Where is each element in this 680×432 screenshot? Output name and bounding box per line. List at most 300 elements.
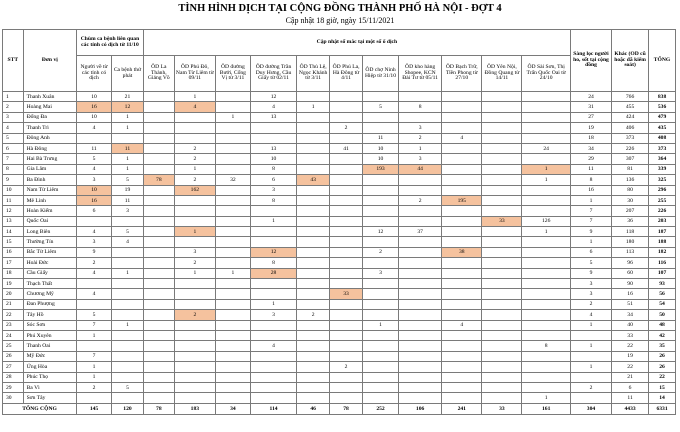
header-col-3: ÔD La Thành, Giảng Võ bbox=[143, 56, 174, 92]
table-cell bbox=[399, 330, 442, 340]
row-unit-name: Phúc Thọ bbox=[23, 372, 76, 382]
table-row bbox=[3, 102, 676, 112]
table-cell: 31 bbox=[570, 102, 611, 112]
table-cell bbox=[399, 247, 442, 257]
table-cell: 11 bbox=[612, 393, 649, 403]
table-cell: 1 bbox=[250, 216, 296, 226]
row-stt: 14 bbox=[3, 227, 24, 237]
table-cell bbox=[522, 268, 570, 278]
row-total-cell: 22 bbox=[649, 372, 676, 382]
table-cell bbox=[143, 341, 174, 351]
table-cell: 1 bbox=[174, 164, 215, 174]
table-cell: 80 bbox=[612, 185, 649, 195]
table-cell bbox=[174, 341, 215, 351]
row-unit-name: Quốc Oai bbox=[23, 216, 76, 226]
table-cell: 43 bbox=[297, 175, 330, 185]
table-cell: 33 bbox=[482, 216, 522, 226]
table-cell bbox=[522, 102, 570, 112]
table-cell bbox=[522, 351, 570, 361]
table-cell bbox=[297, 247, 330, 257]
table-cell bbox=[442, 330, 482, 340]
row-total-cell: 187 bbox=[649, 227, 676, 237]
table-cell bbox=[442, 175, 482, 185]
table-cell: 126 bbox=[522, 216, 570, 226]
table-cell bbox=[250, 237, 296, 247]
table-cell: 3 bbox=[399, 123, 442, 133]
table-cell: 1 bbox=[522, 164, 570, 174]
table-cell: 16 bbox=[77, 102, 112, 112]
table-cell bbox=[143, 227, 174, 237]
table-cell bbox=[215, 133, 250, 143]
table-cell: 33 bbox=[330, 289, 363, 299]
table-cell: 3 bbox=[112, 206, 144, 216]
table-cell bbox=[143, 372, 174, 382]
table-cell bbox=[112, 289, 144, 299]
table-cell bbox=[143, 362, 174, 372]
table-cell bbox=[330, 154, 363, 164]
row-stt: 21 bbox=[3, 299, 24, 309]
table-cell bbox=[442, 154, 482, 164]
table-cell: 2 bbox=[174, 258, 215, 268]
table-cell: 10 bbox=[77, 185, 112, 195]
table-cell: 16 bbox=[77, 195, 112, 205]
table-cell bbox=[174, 330, 215, 340]
table-cell: 34 bbox=[612, 310, 649, 320]
header-col-1: Người về từ các tỉnh có dịch bbox=[77, 56, 112, 92]
row-total-cell: 373 bbox=[649, 143, 676, 153]
table-cell: 113 bbox=[612, 247, 649, 257]
sum-cell: 34 bbox=[215, 403, 250, 414]
table-cell bbox=[482, 341, 522, 351]
row-total-cell: 54 bbox=[649, 299, 676, 309]
table-cell bbox=[143, 237, 174, 247]
table-cell: 8 bbox=[522, 341, 570, 351]
table-cell bbox=[522, 123, 570, 133]
table-cell bbox=[522, 372, 570, 382]
sum-cell: 161 bbox=[522, 403, 570, 414]
table-cell bbox=[522, 247, 570, 257]
table-cell bbox=[570, 351, 611, 361]
table-cell bbox=[143, 92, 174, 102]
table-cell bbox=[330, 310, 363, 320]
table-cell bbox=[399, 216, 442, 226]
table-cell bbox=[215, 154, 250, 164]
table-row bbox=[3, 247, 676, 257]
table-cell: 207 bbox=[612, 206, 649, 216]
table-cell bbox=[215, 206, 250, 216]
table-cell bbox=[482, 227, 522, 237]
row-stt: 27 bbox=[3, 362, 24, 372]
row-stt: 11 bbox=[3, 195, 24, 205]
table-cell: 29 bbox=[570, 154, 611, 164]
table-row bbox=[3, 92, 676, 102]
table-cell bbox=[250, 362, 296, 372]
table-cell bbox=[330, 185, 363, 195]
table-cell bbox=[215, 289, 250, 299]
table-cell bbox=[482, 382, 522, 392]
table-cell: 8 bbox=[399, 102, 442, 112]
row-stt: 18 bbox=[3, 268, 24, 278]
table-cell bbox=[77, 216, 112, 226]
table-cell bbox=[522, 362, 570, 372]
row-unit-name: Mê Linh bbox=[23, 195, 76, 205]
table-cell bbox=[250, 289, 296, 299]
table-cell: 455 bbox=[612, 102, 649, 112]
table-cell bbox=[482, 258, 522, 268]
row-unit-name: Bắc Từ Liêm bbox=[23, 247, 76, 257]
table-cell bbox=[363, 237, 399, 247]
table-cell: 2 bbox=[399, 133, 442, 143]
table-cell bbox=[215, 102, 250, 112]
row-stt: 10 bbox=[3, 185, 24, 195]
header-col-6: ÔD đường Trần Duy Hưng, Cầu Giấy từ 02/11 bbox=[250, 56, 296, 92]
row-total-cell: 255 bbox=[649, 195, 676, 205]
table-cell: 5 bbox=[77, 154, 112, 164]
table-cell bbox=[112, 362, 144, 372]
table-cell: 19 bbox=[612, 351, 649, 361]
table-row bbox=[3, 133, 676, 143]
table-cell: 2 bbox=[330, 123, 363, 133]
table-cell bbox=[399, 258, 442, 268]
table-cell: 2 bbox=[77, 382, 112, 392]
sum-cell: 145 bbox=[77, 403, 112, 414]
row-unit-name: Sóc Sơn bbox=[23, 320, 76, 330]
table-cell: 12 bbox=[112, 102, 144, 112]
table-cell bbox=[330, 351, 363, 361]
table-cell bbox=[522, 185, 570, 195]
table-cell bbox=[363, 299, 399, 309]
table-cell: 4 bbox=[570, 310, 611, 320]
table-cell bbox=[174, 372, 215, 382]
table-cell: 60 bbox=[612, 268, 649, 278]
table-cell bbox=[143, 382, 174, 392]
table-cell bbox=[522, 258, 570, 268]
table-cell bbox=[330, 92, 363, 102]
table-cell bbox=[330, 227, 363, 237]
table-cell: 424 bbox=[612, 112, 649, 122]
table-cell: 195 bbox=[442, 195, 482, 205]
table-cell: 373 bbox=[612, 133, 649, 143]
table-cell bbox=[143, 289, 174, 299]
table-row bbox=[3, 279, 676, 289]
table-cell: 2 bbox=[77, 258, 112, 268]
row-unit-name: Hoàn Kiếm bbox=[23, 206, 76, 216]
table-cell: 1 bbox=[363, 320, 399, 330]
header-other: Khác (OD cũ hoặc đã kiểm soát) bbox=[612, 30, 649, 92]
table-cell bbox=[215, 185, 250, 195]
header-unit: Đơn vị bbox=[23, 30, 76, 92]
table-cell: 12 bbox=[250, 247, 296, 257]
table-cell: 2 bbox=[570, 299, 611, 309]
table-cell bbox=[174, 112, 215, 122]
table-cell bbox=[330, 258, 363, 268]
table-cell bbox=[215, 299, 250, 309]
row-total-cell: 479 bbox=[649, 112, 676, 122]
table-cell bbox=[250, 133, 296, 143]
table-cell bbox=[363, 112, 399, 122]
table-cell bbox=[522, 195, 570, 205]
table-cell: 766 bbox=[612, 92, 649, 102]
table-cell bbox=[143, 185, 174, 195]
table-cell bbox=[330, 164, 363, 174]
table-cell bbox=[143, 164, 174, 174]
row-unit-name: Chương Mỹ bbox=[23, 289, 76, 299]
table-row bbox=[3, 185, 676, 195]
table-cell: 12 bbox=[250, 92, 296, 102]
table-cell bbox=[112, 247, 144, 257]
row-stt: 24 bbox=[3, 330, 24, 340]
table-cell: 8 bbox=[250, 164, 296, 174]
table-cell: 12 bbox=[363, 227, 399, 237]
table-cell bbox=[112, 393, 144, 403]
table-cell bbox=[143, 102, 174, 112]
table-cell bbox=[482, 102, 522, 112]
table-cell bbox=[250, 206, 296, 216]
table-cell bbox=[250, 382, 296, 392]
table-cell: 6 bbox=[570, 247, 611, 257]
header-group-outbreak: Cập nhật số mắc tại một số ổ dịch bbox=[143, 30, 570, 56]
table-cell: 4 bbox=[250, 341, 296, 351]
epidemic-table bbox=[2, 29, 676, 415]
table-cell bbox=[174, 320, 215, 330]
table-cell bbox=[330, 247, 363, 257]
table-row bbox=[3, 237, 676, 247]
table-cell bbox=[363, 341, 399, 351]
table-cell: 28 bbox=[250, 268, 296, 278]
table-cell: 7 bbox=[77, 320, 112, 330]
table-cell: 1 bbox=[522, 175, 570, 185]
table-cell: 6 bbox=[250, 175, 296, 185]
table-cell bbox=[522, 310, 570, 320]
row-unit-name: Hoài Đức bbox=[23, 258, 76, 268]
table-cell: 21 bbox=[112, 92, 144, 102]
table-cell bbox=[442, 310, 482, 320]
table-cell: 1 bbox=[174, 92, 215, 102]
table-cell bbox=[215, 320, 250, 330]
table-cell: 1 bbox=[570, 362, 611, 372]
table-cell bbox=[297, 341, 330, 351]
row-total-cell: 50 bbox=[649, 310, 676, 320]
table-cell: 5 bbox=[112, 227, 144, 237]
table-cell: 41 bbox=[330, 143, 363, 153]
table-cell bbox=[522, 289, 570, 299]
table-cell bbox=[250, 279, 296, 289]
table-cell: 8 bbox=[250, 195, 296, 205]
table-cell: 4 bbox=[112, 237, 144, 247]
table-cell bbox=[482, 362, 522, 372]
table-cell bbox=[143, 133, 174, 143]
table-cell: 81 bbox=[612, 164, 649, 174]
table-cell bbox=[215, 279, 250, 289]
row-unit-name: Đan Phượng bbox=[23, 299, 76, 309]
table-cell bbox=[143, 247, 174, 257]
row-stt: 20 bbox=[3, 289, 24, 299]
table-row bbox=[3, 382, 676, 392]
table-cell: 1 bbox=[112, 154, 144, 164]
table-cell bbox=[399, 289, 442, 299]
table-cell: 2 bbox=[174, 154, 215, 164]
table-cell bbox=[143, 279, 174, 289]
table-cell: 19 bbox=[112, 185, 144, 195]
table-cell: 4 bbox=[442, 320, 482, 330]
table-row bbox=[3, 227, 676, 237]
table-cell: 38 bbox=[442, 247, 482, 257]
table-cell bbox=[330, 268, 363, 278]
sum-label: TỔNG CỘNG bbox=[3, 403, 77, 414]
table-cell: 3 bbox=[399, 154, 442, 164]
table-cell bbox=[442, 341, 482, 351]
table-row bbox=[3, 330, 676, 340]
table-cell bbox=[112, 351, 144, 361]
row-stt: 13 bbox=[3, 216, 24, 226]
table-cell bbox=[297, 164, 330, 174]
row-total-cell: 26 bbox=[649, 362, 676, 372]
table-row bbox=[3, 154, 676, 164]
table-cell bbox=[297, 143, 330, 153]
table-cell: 406 bbox=[612, 123, 649, 133]
table-cell bbox=[297, 185, 330, 195]
table-cell bbox=[442, 206, 482, 216]
table-row bbox=[3, 362, 676, 372]
table-cell bbox=[442, 299, 482, 309]
table-cell: 4 bbox=[77, 227, 112, 237]
table-cell: 22 bbox=[612, 341, 649, 351]
table-cell bbox=[399, 393, 442, 403]
table-cell bbox=[482, 175, 522, 185]
table-cell bbox=[297, 330, 330, 340]
table-cell bbox=[442, 102, 482, 112]
table-cell: 9 bbox=[570, 227, 611, 237]
table-cell bbox=[330, 175, 363, 185]
row-total-cell: 408 bbox=[649, 133, 676, 143]
table-cell bbox=[399, 279, 442, 289]
table-row bbox=[3, 351, 676, 361]
table-cell bbox=[399, 362, 442, 372]
header-col-4: ÔD Phú Đô, Nam Từ Liêm từ 09/11 bbox=[174, 56, 215, 92]
table-cell bbox=[399, 382, 442, 392]
table-cell bbox=[482, 133, 522, 143]
row-unit-name: Thanh Trì bbox=[23, 123, 76, 133]
row-total-cell: 182 bbox=[649, 247, 676, 257]
row-stt: 6 bbox=[3, 143, 24, 153]
table-cell: 3 bbox=[570, 279, 611, 289]
table-cell bbox=[330, 382, 363, 392]
table-cell bbox=[363, 362, 399, 372]
table-cell bbox=[482, 299, 522, 309]
row-unit-name: Thanh Oai bbox=[23, 341, 76, 351]
sum-cell: 46 bbox=[297, 403, 330, 414]
sum-cell: 252 bbox=[363, 403, 399, 414]
table-cell bbox=[215, 372, 250, 382]
table-cell: 10 bbox=[77, 112, 112, 122]
header-col-10: ÔD kho hàng Shopee, KCN Đài Tư từ 05/11 bbox=[399, 56, 442, 92]
table-cell bbox=[297, 133, 330, 143]
table-cell: 2 bbox=[174, 175, 215, 185]
table-cell: 2 bbox=[297, 310, 330, 320]
row-total-cell: 838 bbox=[649, 92, 676, 102]
row-unit-name: Ứng Hòa bbox=[23, 362, 76, 372]
table-cell bbox=[297, 351, 330, 361]
table-cell bbox=[297, 227, 330, 237]
table-cell: 3 bbox=[570, 289, 611, 299]
table-cell bbox=[77, 393, 112, 403]
table-cell: 1 bbox=[570, 237, 611, 247]
table-cell bbox=[442, 92, 482, 102]
table-cell: 3 bbox=[77, 237, 112, 247]
table-row bbox=[3, 123, 676, 133]
table-cell: 44 bbox=[399, 164, 442, 174]
table-row bbox=[3, 393, 676, 403]
table-cell bbox=[442, 393, 482, 403]
row-total-cell: 339 bbox=[649, 164, 676, 174]
table-cell bbox=[399, 92, 442, 102]
row-total-cell: 203 bbox=[649, 216, 676, 226]
table-cell bbox=[363, 92, 399, 102]
table-cell: 5 bbox=[112, 382, 144, 392]
table-cell bbox=[215, 216, 250, 226]
table-cell bbox=[363, 289, 399, 299]
table-cell bbox=[112, 330, 144, 340]
row-total-cell: 48 bbox=[649, 320, 676, 330]
table-cell bbox=[522, 133, 570, 143]
row-stt: 4 bbox=[3, 123, 24, 133]
row-stt: 22 bbox=[3, 310, 24, 320]
table-cell: 1 bbox=[77, 330, 112, 340]
table-cell bbox=[442, 279, 482, 289]
table-cell bbox=[482, 310, 522, 320]
row-total-cell: 93 bbox=[649, 279, 676, 289]
table-cell bbox=[363, 195, 399, 205]
table-cell bbox=[442, 372, 482, 382]
table-cell bbox=[143, 299, 174, 309]
row-unit-name: Tây Hồ bbox=[23, 310, 76, 320]
table-cell bbox=[174, 279, 215, 289]
table-cell: 226 bbox=[612, 143, 649, 153]
table-cell bbox=[215, 258, 250, 268]
table-cell bbox=[442, 237, 482, 247]
table-cell: 4 bbox=[250, 102, 296, 112]
table-cell: 22 bbox=[612, 362, 649, 372]
table-cell bbox=[442, 289, 482, 299]
table-cell bbox=[215, 123, 250, 133]
table-cell bbox=[112, 133, 144, 143]
row-stt: 9 bbox=[3, 175, 24, 185]
header-col-7: ÔD Thủ Lệ, Ngọc Khánh từ 3/11 bbox=[297, 56, 330, 92]
row-stt: 29 bbox=[3, 382, 24, 392]
table-cell bbox=[174, 237, 215, 247]
table-cell: 51 bbox=[612, 299, 649, 309]
table-cell bbox=[297, 393, 330, 403]
table-cell bbox=[399, 372, 442, 382]
table-cell bbox=[112, 216, 144, 226]
table-cell bbox=[297, 289, 330, 299]
table-cell: 1 bbox=[77, 362, 112, 372]
row-unit-name: Phú Xuyên bbox=[23, 330, 76, 340]
table-row bbox=[3, 258, 676, 268]
row-unit-name: Đống Đa bbox=[23, 112, 76, 122]
table-cell bbox=[215, 195, 250, 205]
table-cell bbox=[297, 195, 330, 205]
table-cell: 10 bbox=[250, 154, 296, 164]
table-cell: 118 bbox=[612, 227, 649, 237]
row-stt: 26 bbox=[3, 351, 24, 361]
table-cell: 90 bbox=[612, 279, 649, 289]
row-stt: 16 bbox=[3, 247, 24, 257]
row-unit-name: Hai Bà Trưng bbox=[23, 154, 76, 164]
row-stt: 19 bbox=[3, 279, 24, 289]
table-cell: 21 bbox=[612, 372, 649, 382]
table-row bbox=[3, 268, 676, 278]
